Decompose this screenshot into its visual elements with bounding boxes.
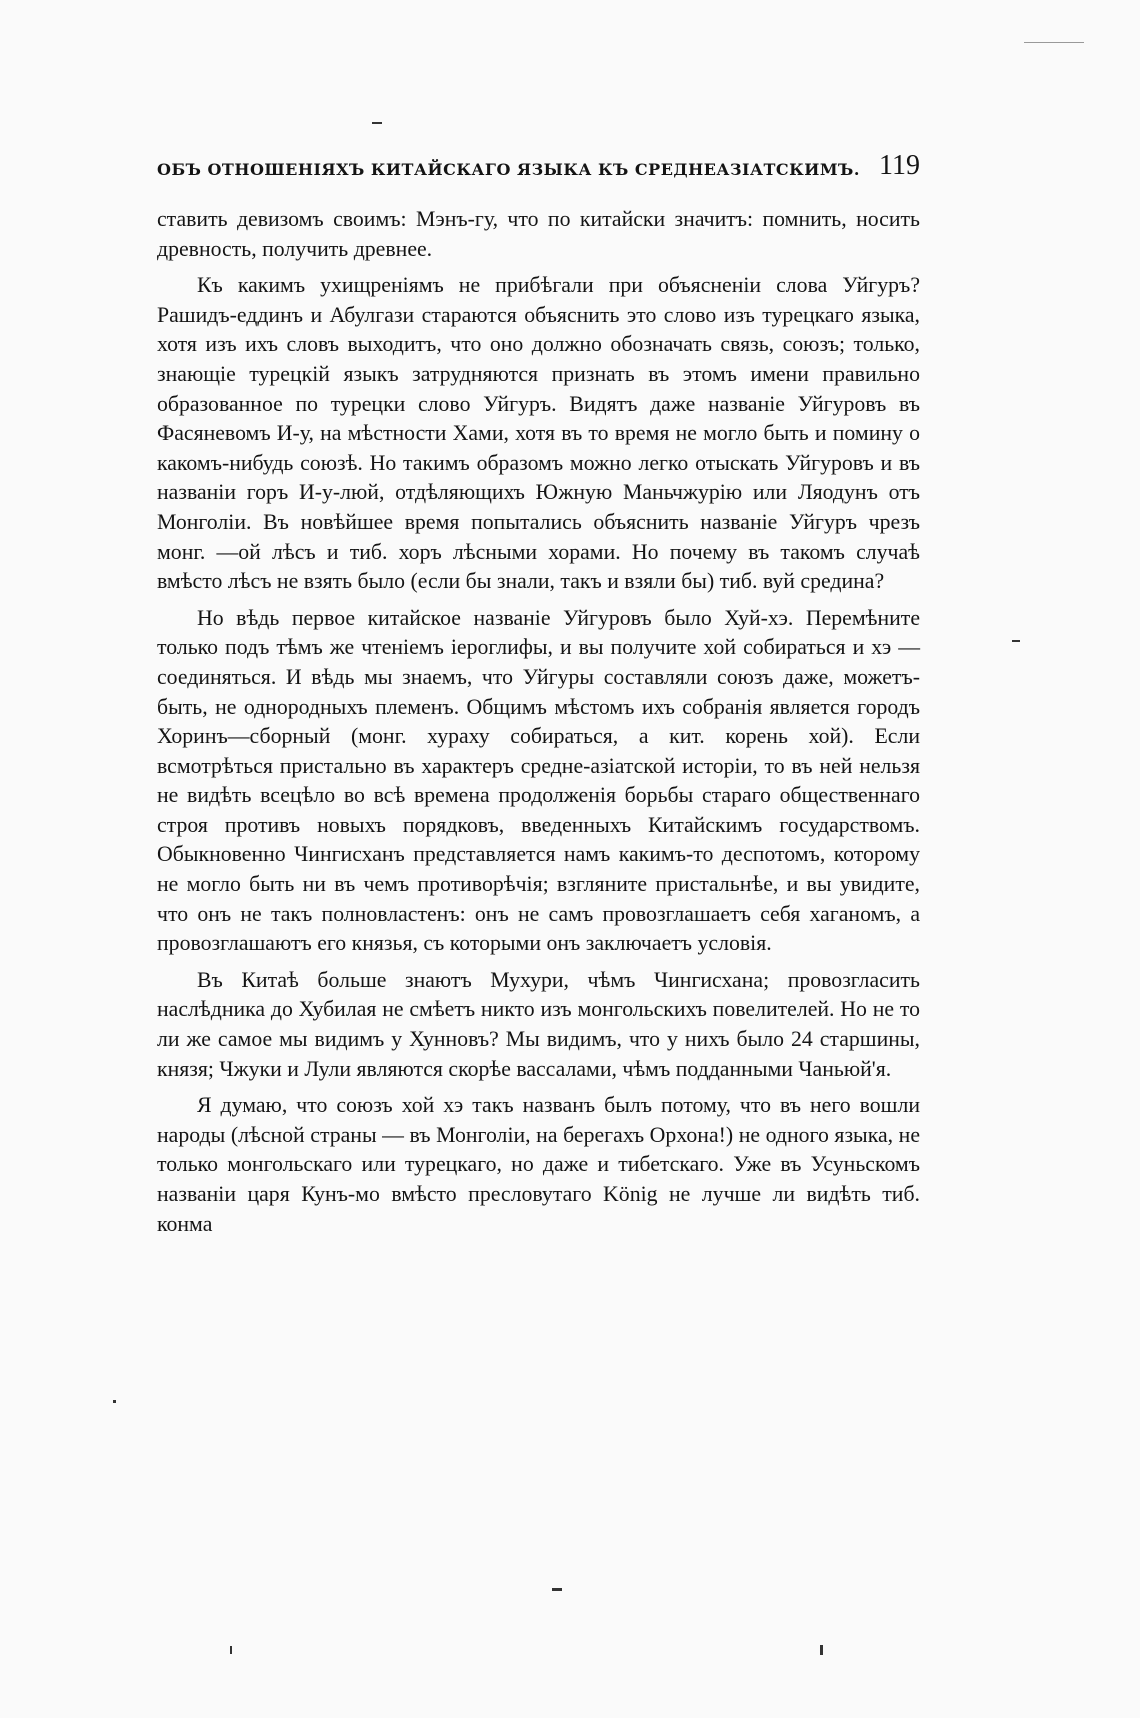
body-text — [157, 205, 920, 1239]
scan-edge-mark — [1024, 42, 1084, 43]
paragraph-3: Но вѣдь первое китайское названіе Уйгуровъ было Хуй-хэ. Перемѣните только подъ тѣмъ же чтеніемъ іероглифы, и вы получите хой собираться и хэ — соединяться. И вѣдь мы знаемъ, что Уйгуры составляли союзъ даже, можетъ-быть, не однородныхъ племенъ. Общимъ мѣстомъ ихъ собранія является городъ Хоринъ—сборный (монг. хураху собираться, а кит. корень хой). Если всмотрѣться пристально въ характеръ средне-азіатской исторіи, то въ ней нельзя не видѣть всецѣло во всѣ времена продолженія борьбы стараго общественнаго строя противъ новыхъ порядковъ, введенныхъ Китайскимъ государствомъ. Обыкновенно Чингисханъ представляется намъ какимъ-то деспотомъ, которому не могло быть ни въ чемъ противорѣчія; взгляните пристальнѣе, и вы увидите, что онъ не такъ полновластенъ: онъ не самъ провозглашаетъ себя хаганомъ, а провозглашаютъ его князья, съ которыми онъ заключаетъ условія. — [157, 605, 920, 956]
scan-speck — [1012, 640, 1020, 642]
paragraph-4: Въ Китаѣ больше знаютъ Мухури, чѣмъ Чингисхана; провозгласить наслѣдника до Хубилая не смѣетъ никто изъ монгольскихъ повелителей. Но не то ли же самое мы видимъ у Хунновъ? Мы видимъ, что у нихъ было 24 старшины, князя; Чжуки и Лули являются скорѣе вассалами, чѣмъ подданными Чаньюй'я. — [157, 967, 920, 1081]
scan-speck — [372, 122, 382, 124]
page-number: 119 — [879, 150, 920, 181]
running-header — [157, 150, 920, 190]
paragraph-1: ставить девизомъ своимъ: Мэнъ-гу, что по китайски значитъ: помнить, носить древность, получить древнее. — [157, 207, 920, 261]
header-title: ОБЪ ОТНОШЕНІЯХЪ КИТАЙСКАГО ЯЗЫКА КЪ СРЕДНЕАЗІАТСКИМЪ. — [157, 160, 860, 179]
paragraph-2: Къ какимъ ухищреніямъ не прибѣгали при объясненіи слова Уйгуръ? Рашидъ-еддинъ и Абулгази стараются объяснить это слово изъ турецкаго языка, хотя изъ ихъ словъ выходитъ, что оно должно обозначать связь, союзъ; только, знающіе турецкій языкъ затрудняются признать въ этомъ имени правильно образованное по турецки слово Уйгуръ. Видятъ даже названіе Уйгуровъ въ Фасяневомъ И-у, на мѣстности Хами, хотя въ то время не могло быть и помину о какомъ-нибудь союзѣ. Но такимъ образомъ можно легко отыскать Уйгуровъ и въ названіи горъ И-у-люй, отдѣляющихъ Южную Маньчжурію или Ляодунъ отъ Монголіи. Въ новѣйшее время попытались объяснить названіе Уйгуръ чрезъ монг. —ой лѣсъ и тиб. хоръ лѣсными хорами. Но почему въ такомъ случаѣ вмѣсто лѣсъ не взять было (если бы знали, такъ и взяли бы) тиб. вуй средина? — [157, 273, 920, 594]
scan-speck — [113, 1400, 116, 1403]
scan-speck — [230, 1646, 232, 1654]
scan-speck — [820, 1645, 823, 1655]
paragraph-5: Я думаю, что союзъ хой хэ такъ названъ былъ потому, что въ него вошли народы (лѣсной страны — въ Монголіи, на берегахъ Орхона!) не одного языка, не только монгольскаго или турецкаго, но даже и тибетскаго. Уже въ Усуньскомъ названіи царя Кунъ-мо вмѣсто пресловутаго König не лучше ли видѣть тиб. конма — [157, 1093, 920, 1236]
scan-speck — [552, 1588, 562, 1591]
